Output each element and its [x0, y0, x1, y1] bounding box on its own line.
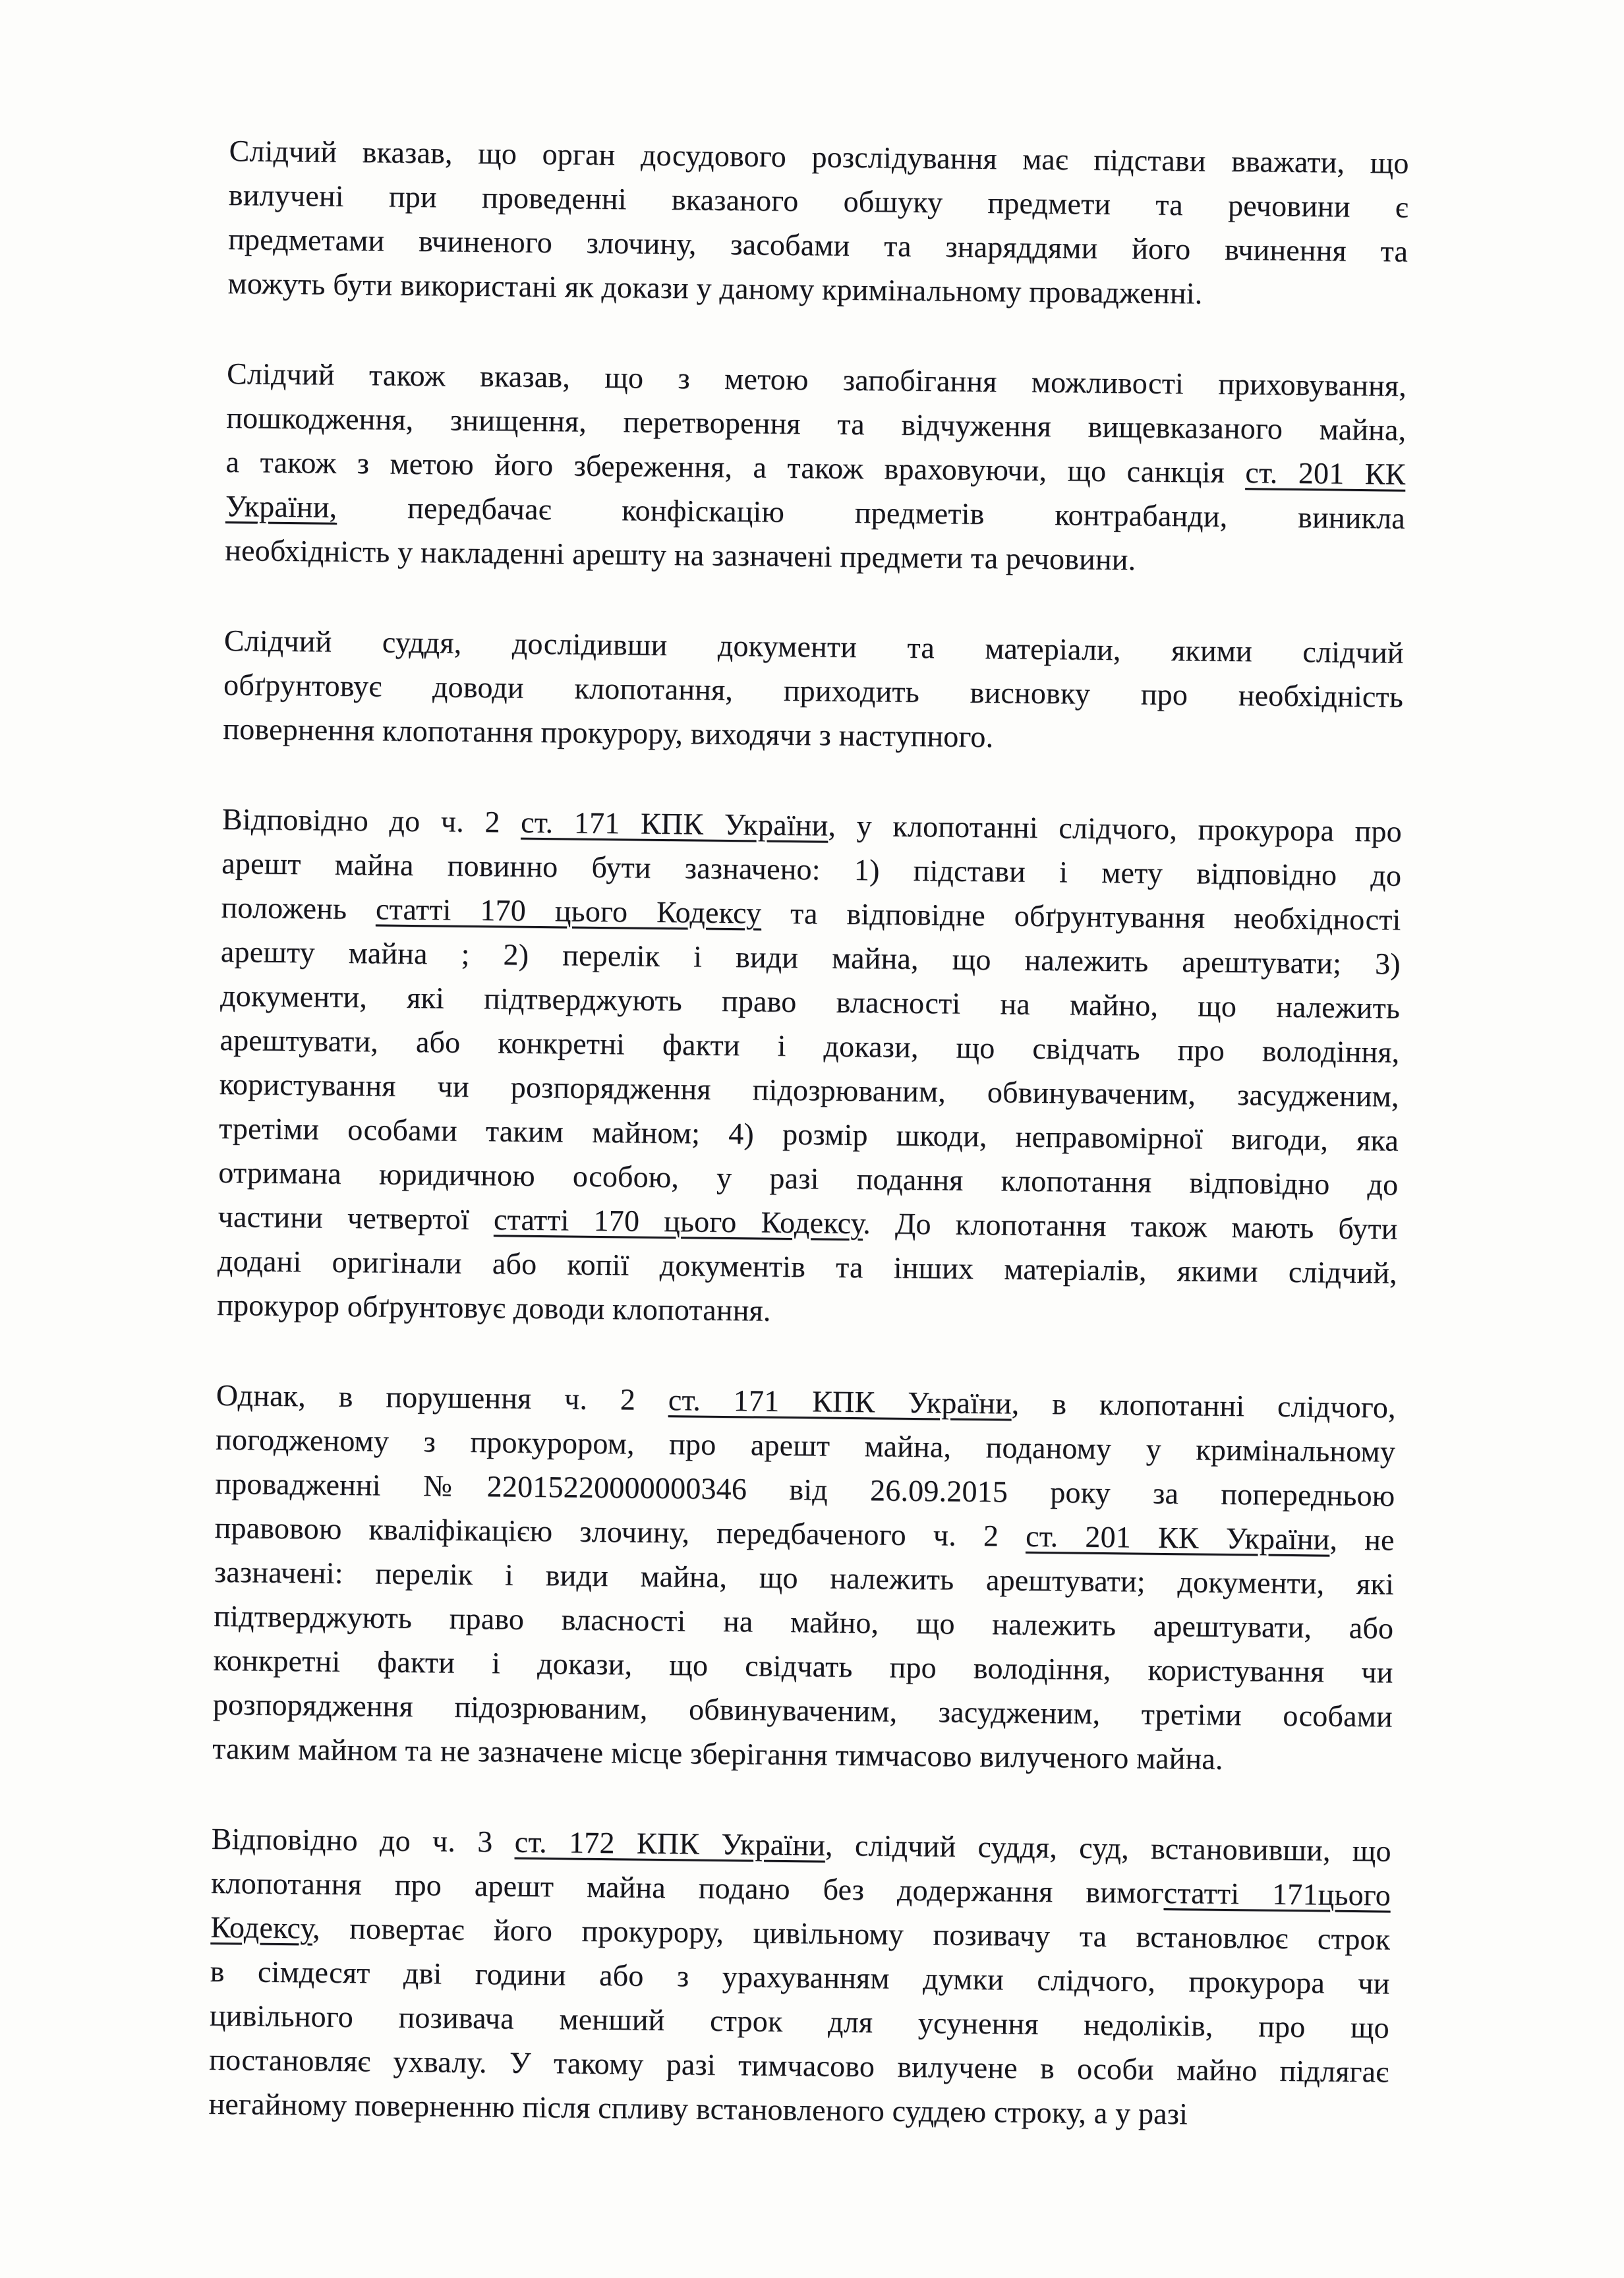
- text-run: пошкодження, знищення, перетворення та відчуження вищевказаного майна,: [226, 400, 1406, 447]
- text-run: отримана юридичною особою, у разі подання клопотання відповідно до: [218, 1155, 1399, 1202]
- underlined-text: ст. 171 КПК України: [668, 1383, 1012, 1420]
- text-run: додані оригінали або копії документів та інших матеріалів, якими слідчий,: [217, 1243, 1398, 1290]
- text-run: третіми особами таким майном; 4) розмір шкоди, неправомірної вигоди, яка: [218, 1111, 1399, 1157]
- text-run: арешту майна ; 2) перелік і види майна, що належить арештувати; 3): [220, 934, 1401, 981]
- text-run: арештувати, або конкретні факти і докази, що свідчать про володіння,: [219, 1022, 1400, 1069]
- text-run: а також з метою його збереження, а також враховуючи, що санкція: [225, 444, 1246, 490]
- text-run: та відповідне обґрунтування необхідності: [761, 896, 1401, 937]
- text-run: передбачає конфіскацію предметів контрабанди, виникла: [337, 490, 1406, 535]
- text-run: Відповідно до ч. 3: [211, 1821, 515, 1859]
- text-run: в сімдесят дві години або з урахуванням думки слідчого, прокурора чи: [210, 1954, 1390, 2001]
- text-run: розпорядження підозрюваним, обвинуваченим, засудженим, третіми особами: [212, 1687, 1393, 1734]
- text-run: постановляє ухвалу. У такому разі тимчасово вилучене в особи майно підлягає: [209, 2042, 1389, 2089]
- paragraph: [208, 1817, 1391, 2138]
- underlined-text: статті 170 цього Кодексу: [375, 892, 762, 930]
- text-run: повернення клопотання прокурору, виходячи з наступного.: [223, 711, 994, 754]
- text-run: необхідність у накладенні арешту на зазначені предмети та речовини.: [225, 533, 1136, 577]
- text-run: Слідчий вказав, що орган досудового розслідування має підстави вважати, що: [229, 133, 1409, 180]
- text-run: положень: [221, 890, 376, 926]
- underlined-text: ст. 201 КК: [1245, 455, 1406, 491]
- text-run: Слідчий суддя, дослідивши документи та матеріали, якими слідчий: [223, 623, 1405, 670]
- text-run: прокурор обґрунтовує доводи клопотання.: [217, 1287, 771, 1328]
- text-run: , в клопотанні слідчого,: [1011, 1386, 1397, 1424]
- underlined-text: Кодексу: [210, 1910, 313, 1945]
- text-run: клопотання про арешт майна подано без додержання вимог: [210, 1865, 1165, 1910]
- paragraph: [212, 1373, 1396, 1783]
- paragraph: [227, 129, 1409, 318]
- underlined-text: статті 171цього: [1163, 1875, 1391, 1912]
- document-text: [208, 129, 1409, 2138]
- text-run: Слідчий також вказав, що з метою запобігання можливості приховування,: [226, 356, 1407, 403]
- text-run: . До клопотання також мають бути: [863, 1206, 1398, 1246]
- text-run: предметами вчиненого злочину, засобами та знаряддями його вчинення та: [227, 221, 1408, 268]
- text-run: провадженні №22015220000000346 від 26.09.2015 року за попередньою: [215, 1466, 1395, 1513]
- underlined-text: України,: [225, 488, 337, 524]
- text-run: Однак, в порушення ч. 2: [216, 1378, 669, 1417]
- text-run: частини четвертої: [218, 1199, 494, 1237]
- text-run: Відповідно до ч. 2: [221, 802, 521, 839]
- text-run: арешт майна повинно бути зазначено: 1) підстави і мету відповідно до: [221, 846, 1402, 892]
- text-run: таким майном та не зазначене місце зберігання тимчасово вилученого майна.: [212, 1731, 1223, 1776]
- text-run: , слідчий суддя, суд, встановивши, що: [825, 1828, 1392, 1868]
- text-run: зазначені: перелік і види майна, що належить арештувати; документи, які: [214, 1554, 1395, 1601]
- text-run: користування чи розпорядження підозрюваним, обвинуваченим, засудженим,: [219, 1066, 1399, 1113]
- text-run: документи, які підтверджують право власності на майно, що належить: [219, 978, 1401, 1025]
- paragraph: [225, 351, 1406, 585]
- paragraph: [217, 797, 1402, 1339]
- text-run: правовою кваліфікацією злочину, передбаченого ч. 2: [214, 1510, 1026, 1553]
- text-run: вилучені при проведенні вказаного обшуку предмети та речовини є: [228, 177, 1409, 224]
- text-run: конкретні факти і докази, що свідчать про володіння, користування чи: [213, 1643, 1393, 1689]
- underlined-text: ст. 201 КК України: [1025, 1519, 1330, 1556]
- text-run: , у клопотанні слідчого, прокурора про: [828, 808, 1403, 848]
- paragraph: [223, 618, 1404, 763]
- underlined-text: ст. 172 КПК України: [514, 1825, 826, 1862]
- text-run: підтверджують право власності на майно, що належить арештувати, або: [214, 1598, 1394, 1645]
- text-run: цивільного позивача менший строк для усунення недоліків, про що: [209, 1998, 1390, 2045]
- text-run: негайному поверненню після спливу встановленого суддею строку, а у разі: [208, 2086, 1188, 2131]
- text-run: , не: [1329, 1522, 1395, 1557]
- underlined-text: статті 170 цього Кодексу: [493, 1202, 863, 1241]
- text-run: обґрунтовує доводи клопотання, приходить висновку про необхідність: [223, 667, 1404, 714]
- text-run: погодженому з прокурором, про арешт майна, поданому у кримінальному: [215, 1422, 1396, 1469]
- underlined-text: ст. 171 КПК України: [520, 805, 828, 842]
- text-run: , повертає його прокурору, цивільному позивачу та встановлює строк: [312, 1911, 1391, 1956]
- text-run: можуть бути використані як докази у даному кримінальному провадженні.: [227, 266, 1203, 310]
